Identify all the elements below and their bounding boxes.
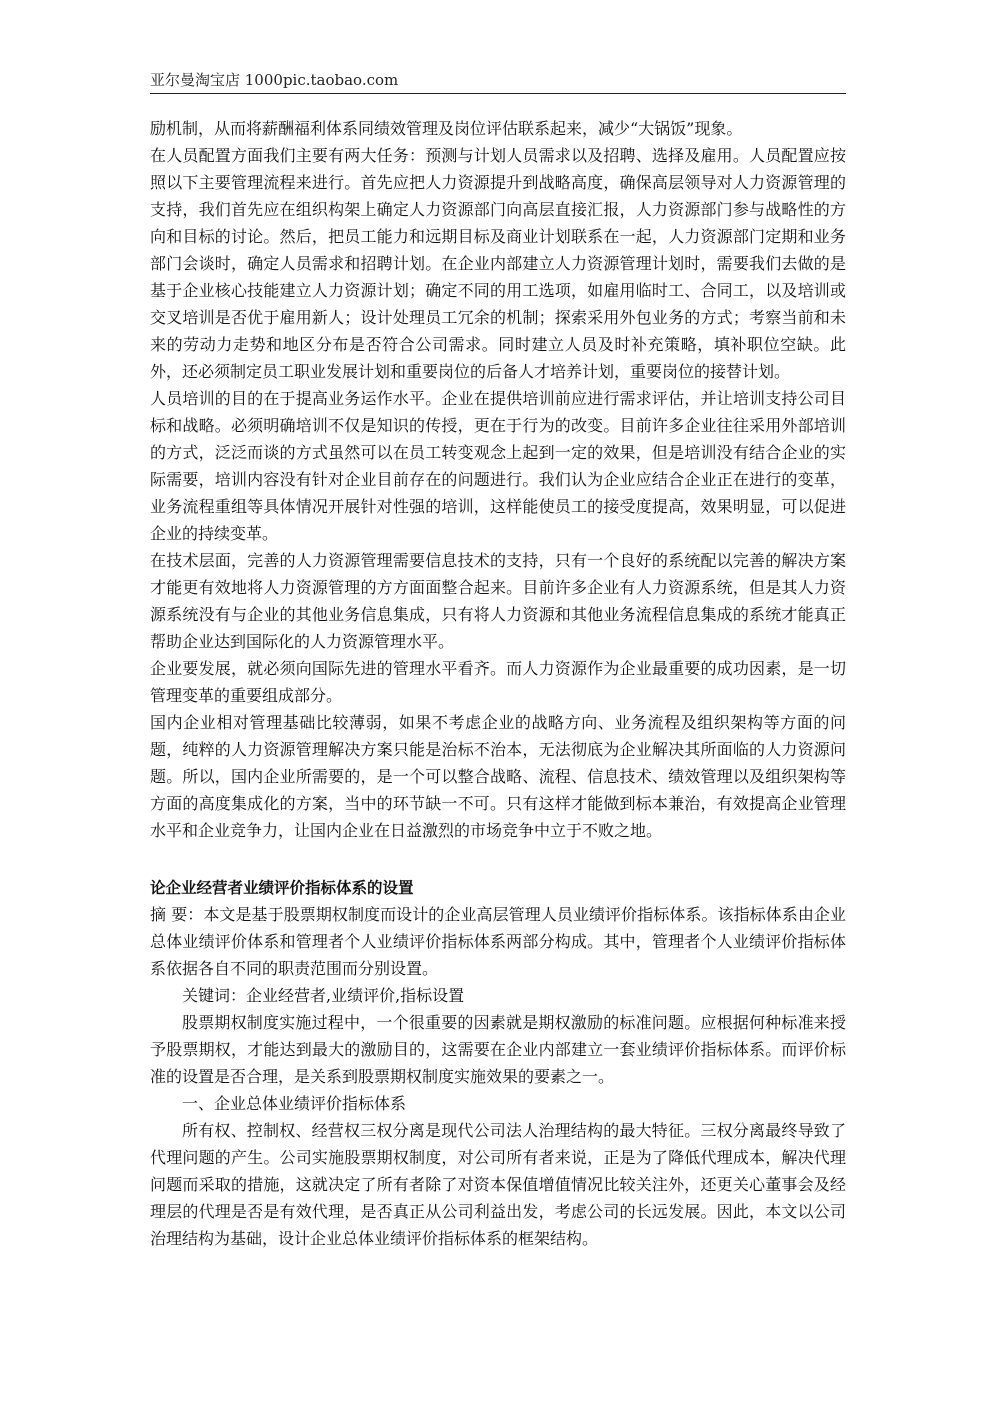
article-abstract: 摘 要：本文是基于股票期权制度而设计的企业高层管理人员业绩评价指标体系。该指标体系由企业总体业绩评价体系和管理者个人业绩评价指标体系两部分构成。其中，管理者个人业绩评价指标体系依据各自不同的职责范围而分别设置。	[150, 905, 846, 978]
section-body: 所有权、控制权、经营权三权分离是现代公司法人治理结构的最大特征。三权分离最终导致了代理问题的产生。公司实施股票期权制度，对公司所有者来说，正是为了降低代理成本，解决代理问题而采取的措施，这就决定了所有者除了对资本保值增值情况比较关注外，还更关心董事会及经理层的代理是否是有效代理，是否真正从公司利益出发，考虑公司的长远发展。因此，本文以公司治理结构为基础，设计企业总体业绩评价指标体系的框架结构。	[150, 1121, 846, 1248]
body-paragraph: 国内企业相对管理基础比较薄弱，如果不考虑企业的战略方向、业务流程及组织架构等方面的问题，纯粹的人力资源管理解决方案只能是治标不治本，无法彻底为企业解决其所面临的人力资源问题。所以，国内企业所需要的，是一个可以整合战略、流程、信息技术、绩效管理以及组织架构等方面的高度集成化的方案，当中的环节缺一不可。只有这样才能做到标本兼治，有效提高企业管理水平和企业竞争力，让国内企业在日益激烈的市场竞争中立于不败之地。	[150, 713, 846, 840]
body-paragraph: 励机制，从而将薪酬福利体系同绩效管理及岗位评估联系起来，减少“大锅饭”现象。	[150, 119, 743, 138]
body-paragraph: 企业要发展，就必须向国际先进的管理水平看齐。而人力资源作为企业最重要的成功因素，是一切管理变革的重要组成部分。	[150, 659, 846, 705]
header-divider	[150, 93, 846, 94]
body-paragraph: 在技术层面，完善的人力资源管理需要信息技术的支持，只有一个良好的系统配以完善的解决方案才能更有效地将人力资源管理的方方面面整合起来。目前许多企业有人力资源系统，但是其人力资源系统没有与企业的其他业务信息集成，只有将人力资源和其他业务流程信息集成的系统才能真正帮助企业达到国际化的人力资源管理水平。	[150, 551, 846, 651]
article-intro: 股票期权制度实施过程中，一个很重要的因素就是期权激励的标准问题。应根据何种标准来授予股票期权，才能达到最大的激励目的，这需要在企业内部建立一套业绩评价指标体系。而评价标准的设置是否合理，是关系到股票期权制度实施效果的要素之一。	[150, 1013, 846, 1086]
article-title: 论企业经营者业绩评价指标体系的设置	[150, 878, 414, 897]
section-heading: 一、企业总体业绩评价指标体系	[182, 1094, 407, 1113]
section-spacer	[150, 844, 846, 874]
document-body	[150, 115, 846, 1252]
body-paragraph: 在人员配置方面我们主要有两大任务：预测与计划人员需求以及招聘、选择及雇用。人员配置应按照以下主要管理流程来进行。首先应把人力资源提升到战略高度，确保高层领导对人力资源管理的支持，我们首先应在组织构架上确定人力资源部门向高层直接汇报，人力资源部门参与战略性的方向和目标的讨论。然后，把员工能力和远期目标及商业计划联系在一起，人力资源部门定期和业务部门会谈时，确定人员需求和招聘计划。在企业内部建立人力资源管理计划时，需要我们去做的是基于企业核心技能建立人力资源计划；确定不同的用工选项，如雇用临时工、合同工，以及培训或交叉培训是否优于雇用新人；设计处理员工冗余的机制；探索采用外包业务的方式；考察当前和未来的劳动力走势和地区分布是否符合公司需求。同时建立人员及时补充策略，填补职位空缺。此外，还必须制定员工职业发展计划和重要岗位的后备人才培养计划，重要岗位的接替计划。	[150, 146, 846, 381]
article-keywords: 关键词：企业经营者,业绩评价,指标设置	[182, 986, 465, 1005]
page-header: 亚尔曼淘宝店 1000pic.taobao.com	[150, 71, 399, 89]
body-paragraph: 人员培训的目的在于提高业务运作水平。企业在提供培训前应进行需求评估，并让培训支持公司目标和战略。必须明确培训不仅是知识的传授，更在于行为的改变。目前许多企业往往采用外部培训的方式，泛泛而谈的方式虽然可以在员工转变观念上起到一定的效果，但是培训没有结合企业的实际需要，培训内容没有针对企业目前存在的问题进行。我们认为企业应结合企业正在进行的变革，业务流程重组等具体情况开展针对性强的培训，这样能使员工的接受度提高，效果明显，可以促进企业的持续变革。	[150, 389, 846, 543]
